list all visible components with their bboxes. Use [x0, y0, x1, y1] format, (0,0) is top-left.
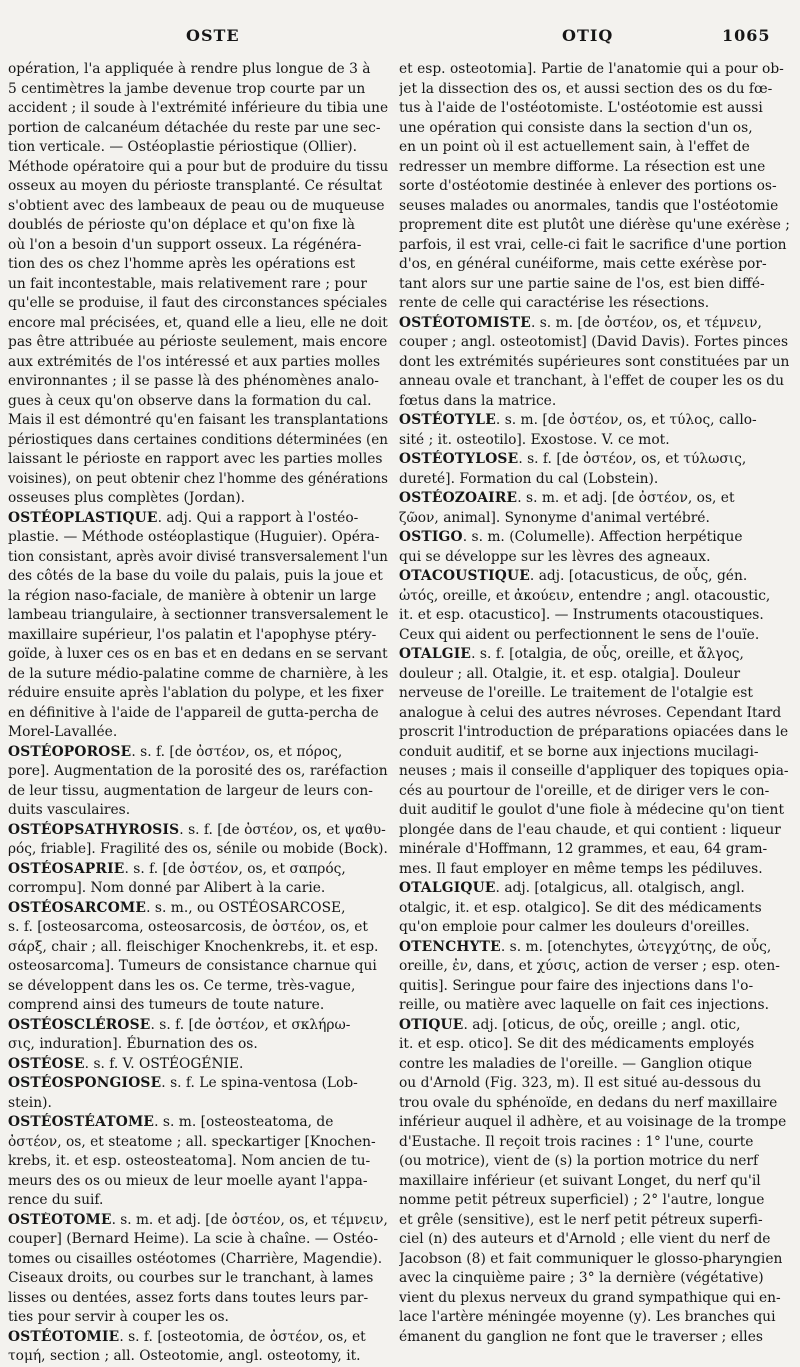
text-line: ρός, friable]. Fragilité des os, sénile ou mobide (Bock). [8, 841, 388, 857]
text-line: et grêle (sensitive), est le nerf petit pétreux superfi- [399, 1211, 763, 1228]
text-line: Méthode opératoire qui a pour but de produire du tissu [8, 158, 389, 175]
text-line: comprend ainsi des tumeurs de toute nature. [8, 997, 325, 1013]
text-line: τομή, section ; all. Osteotomie, angl. osteotomy, it. [8, 1348, 361, 1364]
text-line: OSTÉOTOMIE. s. f. [osteotomia, de ὀστέον, os, et [8, 1328, 366, 1345]
text-line: duits vasculaires. [8, 802, 131, 818]
text-line: qu'elle se produise, il faut des circonstances spéciales [8, 295, 388, 311]
text-line: proprement dite est plutôt une diérèse qu'une exérèse ; [399, 217, 790, 233]
text-line: OSTÉOSARCOME. s. m., ou OSTÉOSARCOSE, [8, 899, 346, 916]
text-line: de leur tissu, augmentation de largeur de leurs con- [8, 782, 373, 799]
text-line: doublés de périoste qu'on déplace et qu'on fixe là [8, 217, 355, 233]
text-line: de la suture médio-palatine comme de charnière, à les [8, 665, 389, 682]
text-line: nomme petit pétreux superficiel) ; 2° l'autre, longue [399, 1192, 765, 1208]
text-line: d'os, en général cunéiforme, mais cette exérèse por- [399, 256, 767, 272]
text-line: gues à ceux qu'on observe dans la formation du cal. [8, 392, 372, 409]
text-line: OSTÉOTYLOSE. s. f. [de ὀστέον, os, et τύλωσις, [399, 451, 747, 467]
text-line: maxillaire inférieur (et suivant Longet, du nerf qu'il [399, 1172, 761, 1189]
text-line: oreille, ἐν, dans, et χύσις, action de verser ; esp. oten- [399, 958, 780, 974]
text-line: ὠτός, oreille, et ἀκούειν, entendre ; angl. otacoustic, [399, 587, 771, 604]
text-line: s. f. [osteosarcoma, osteosarcosis, de ὀστέον, os, et [8, 919, 368, 935]
text-line: OSTÉOSE. s. f. V. OSTÉOGÉNIE. [8, 1055, 244, 1072]
text-line: parfois, il est vrai, celle-ci fait le sacrifice d'une portion [399, 236, 787, 253]
text-line: duit auditif le goulot d'une fiole à médecine qu'on tient [399, 802, 784, 818]
text-line: plongée dans de l'eau chaude, et qui contient : liqueur [399, 821, 781, 838]
running-head-left: OSTE [186, 26, 240, 45]
text-line: encore mal précisées, et, quand elle a lieu, elle ne doit [8, 314, 388, 331]
text-line: lisses ou dentées, assez forts dans toutes leurs par- [8, 1289, 369, 1306]
text-line: cés au pourtour de l'oreille, et de diriger vers le con- [399, 782, 770, 799]
text-line: goïde, à luxer ces os en bas et en dedans en se servant [8, 646, 388, 662]
text-line: neuses ; mais il conseille d'appliquer des topiques opia- [399, 763, 789, 779]
text-line: analogue à celui des autres névroses. Cependant Itard [399, 704, 782, 721]
text-line: OTENCHYTE. s. m. [otenchytes, ὠτεγχύτης, de οὖς, [399, 938, 772, 955]
text-line: OSTÉOTOME. s. m. et adj. [de ὀστέον, os, et τέμνειν, [8, 1211, 388, 1228]
text-line: osseuses plus complètes (Jordan). [8, 490, 246, 506]
text-line: sorte d'ostéotomie destinée à enlever des portions os- [399, 178, 777, 194]
text-line: maxillaire supérieur, l'os palatin et l'apophyse ptéry- [8, 626, 377, 643]
text-line: OSTÉOSTÉATOME. s. m. [osteosteatoma, de [8, 1114, 334, 1130]
text-line: conduit auditif, et se borne aux injections mucilagi- [399, 743, 759, 760]
text-line: OSTÉOPOROSE. s. f. [de ὀστέον, os, et πόρος, [8, 743, 343, 760]
text-line: réduire ensuite après l'ablation du polype, et les fixer [8, 685, 384, 701]
text-line: proscrit l'introduction de préparations opiacées dans le [399, 724, 789, 740]
text-line: en définitive à l'aide de l'appareil de gutta-percha de [8, 704, 379, 721]
text-line: tion consistant, après avoir divisé transversalement l'un [8, 548, 388, 565]
text-line: mes. Il faut employer en même temps les pédiluves. [399, 860, 763, 877]
text-line: lambeau triangulaire, à sectionner transversalement le [8, 607, 389, 623]
text-line: rence du suif. [8, 1192, 104, 1208]
text-line: anneau ovale et tranchant, à l'effet de couper les os du [399, 373, 785, 389]
text-line: s'obtient avec des lambeaux de peau ou de muqueuse [8, 197, 385, 214]
text-line: OTALGIE. s. f. [otalgia, de οὖς, oreille, et ἄλγος, [399, 646, 744, 662]
left-column [8, 60, 388, 1367]
text-line: OSTÉOPLASTIQUE. adj. Qui a rapport à l'ostéo- [8, 509, 359, 526]
text-line: krebs, it. et esp. osteosteatoma]. Nom ancien de tu- [8, 1153, 371, 1169]
text-line: redresser un membre difforme. La résection est une [399, 158, 766, 175]
text-line: ciel (n) des auteurs et d'Arnold ; elle vient du nerf de [399, 1231, 771, 1247]
text-line: it. et esp. otacustico]. — Instruments otacoustiques. [399, 607, 764, 623]
text-line: OSTÉOPSATHYROSIS. s. f. [de ὀστέον, os, et ψαθυ- [8, 821, 386, 838]
text-line: émanent du ganglion ne font que le traverser ; elles [399, 1328, 763, 1345]
text-line: périostiques dans certaines conditions déterminées (en [8, 431, 388, 448]
text-line: OTACOUSTIQUE. adj. [otacusticus, de οὖς, gén. [399, 568, 748, 584]
text-line: aux extrémités de l'os intéressé et aux parties molles [8, 353, 381, 370]
text-line: tant alors sur une partie saine de l'os, est bien diffé- [399, 275, 765, 292]
text-line: OTIQUE. adj. [oticus, de οὖς, oreille ; angl. otic, [399, 1016, 741, 1033]
text-line: accident ; il soude à l'extrémité inférieure du tibia une [8, 100, 389, 116]
right-column [399, 60, 791, 1347]
text-line: couper] (Bernard Heime). La scie à chaîne. — Ostéo- [8, 1231, 378, 1247]
text-line: OSTÉOSCLÉROSE. s. f. [de ὀστέον, et σκλήρω- [8, 1016, 351, 1033]
text-line: (ou motrice), vient de (s) la portion motrice du nerf [399, 1153, 759, 1169]
text-line: des côtés de la base du voile du palais, puis la joue et [8, 568, 383, 584]
text-line: une opération qui consiste dans la section d'un os, [399, 119, 753, 136]
text-line: OSTIGO. s. m. (Columelle). Affection herpétique [399, 529, 743, 545]
page-number: 1065 [722, 26, 771, 45]
text-line: avec la cinquième paire ; 3° la dernière (végétative) [399, 1270, 764, 1286]
text-line: pore]. Augmentation de la porosité des os, raréfaction [8, 763, 388, 779]
text-line: σάρξ, chair ; all. fleischiger Knochenkrebs, it. et esp. [8, 938, 379, 955]
text-line: Jacobson (8) et fait communiquer le glosso-pharyngien [399, 1250, 783, 1267]
text-line: rente de celle qui caractérise les résections. [399, 295, 710, 311]
text-line: tus à l'aide de l'ostéotomiste. L'ostéotomie est aussi [399, 100, 763, 116]
text-line: portion de calcanéum détachée du reste par une sec- [8, 119, 381, 136]
text-line: pas être attribuée au périoste seulement, mais encore [8, 334, 388, 350]
text-line: reille, ou matière avec laquelle on fait ces injections. [399, 997, 769, 1013]
text-line: dureté]. Formation du cal (Lobstein). [399, 470, 659, 487]
text-line: OSTÉOTOMISTE. s. m. [de ὀστέον, os, et τέμνειν, [399, 314, 762, 331]
text-line: OTALGIQUE. adj. [otalgicus, all. otalgisch, angl. [399, 880, 745, 896]
text-line: la région naso-faciale, de manière à obtenir un large [8, 587, 377, 604]
text-line: quitis]. Seringue pour faire des injections dans l'o- [399, 977, 754, 994]
running-head-right: OTIQ [562, 26, 614, 45]
text-line: meurs des os ou mieux de leur moelle ayant l'appa- [8, 1172, 368, 1189]
text-line: un fait incontestable, mais relativement rare ; pour [8, 275, 367, 292]
text-line: où l'on a besoin d'un support osseux. La régénéra- [8, 236, 362, 253]
text-line: opération, l'a appliquée à rendre plus longue de 3 à [8, 61, 371, 77]
text-line: seuses malades ou anormales, tandis que l'ostéotomie [399, 197, 779, 214]
text-line: trou ovale du sphénoïde, en dedans du nerf maxillaire [399, 1094, 778, 1111]
text-line: couper ; angl. osteotomist] (David Davis). Fortes pinces [399, 334, 789, 350]
text-line: sité ; it. osteotilo]. Exostose. V. ce mot. [399, 431, 670, 448]
text-line: vient du plexus nerveux du grand sympathique qui en- [399, 1289, 781, 1306]
text-line: qui se développe sur les lèvres des agneaux. [399, 548, 711, 565]
text-line: douleur ; all. Otalgie, it. et esp. otalgia]. Douleur [399, 665, 741, 682]
text-line: it. et esp. otico]. Se dit des médicaments employés [399, 1036, 755, 1052]
text-line: tomes ou cisailles ostéotomes (Charrière, Magendie). [8, 1250, 383, 1267]
text-line: Morel-Lavallée. [8, 724, 118, 740]
text-line: tion verticale. — Ostéoplastie périostique (Ollier). [8, 139, 358, 155]
text-line: tion des os chez l'homme après les opérations est [8, 256, 356, 272]
text-line: OSTÉOZOAIRE. s. m. et adj. [de ὀστέον, os, et [399, 490, 735, 506]
text-line: plastie. — Méthode ostéoplastique (Huguier). Opéra- [8, 529, 380, 545]
text-line: environnantes ; il se passe là des phénomènes analo- [8, 373, 379, 389]
text-line: Mais il est démontré qu'en faisant les transplantations [8, 412, 389, 428]
text-line: osseux au moyen du périoste transplanté. Ce résultat [8, 178, 383, 194]
text-line: d'Eustache. Il reçoit trois racines : 1° l'une, courte [399, 1133, 754, 1150]
text-line: inférieur auquel il adhère, et au voisinage de la trompe [399, 1114, 787, 1130]
text-line: ou d'Arnold (Fig. 323, m). Il est situé au-dessous du [399, 1075, 762, 1091]
text-line: jet la dissection des os, et aussi section des os du fœ- [399, 80, 773, 97]
text-line: qu'on emploie pour calmer les douleurs d'oreilles. [399, 919, 750, 935]
text-line: OSTÉOTYLE. s. m. [de ὀστέον, os, et τύλος, callo- [399, 412, 757, 428]
text-line: OSTÉOSAPRIE. s. f. [de ὀστέον, os, et σαπρός, [8, 860, 346, 877]
text-line: 5 centimètres la jambe devenue trop courte par un [8, 80, 366, 97]
text-line: nerveuse de l'oreille. Le traitement de l'otalgie est [399, 685, 753, 701]
text-line: et esp. osteotomia]. Partie de l'anatomie qui a pour ob- [399, 61, 784, 77]
text-line: stein). [8, 1094, 52, 1111]
text-line: osteosarcoma]. Tumeurs de consistance charnue qui [8, 958, 377, 974]
text-line: voisines), on peut obtenir chez l'homme des générations [8, 470, 388, 487]
text-line: lace l'artère méningée moyenne (y). Les branches qui [399, 1309, 776, 1325]
text-line: ζῶον, animal]. Synonyme d'animal vertébré. [399, 509, 710, 526]
text-line: corrompu]. Nom donné par Alibert à la carie. [8, 880, 326, 896]
text-line: ties pour servir à couper les os. [8, 1309, 229, 1325]
text-line: minérale d'Hoffmann, 12 grammes, et eau, 64 gram- [399, 841, 768, 857]
text-line: laissant le périoste en rapport avec les parties molles [8, 451, 383, 467]
text-line: contre les maladies de l'oreille. — Ganglion otique [399, 1055, 752, 1072]
text-line: en un point où il est actuellement sain, à l'effet de [399, 139, 750, 155]
text-line: Ceux qui aident ou perfectionnent le sens de l'ouïe. [399, 626, 760, 643]
text-line: se développent dans les os. Ce terme, très-vague, [8, 977, 356, 994]
text-line: OSTÉOSPONGIOSE. s. f. Le spina-ventosa (Lob- [8, 1075, 358, 1091]
text-line: dont les extrémités supérieures sont constituées par un [399, 353, 790, 370]
text-line: fœtus dans la matrice. [399, 392, 557, 409]
text-line: σις, induration]. Éburnation des os. [8, 1036, 258, 1052]
text-line: ὀστέον, os, et steatome ; all. speckartiger [Knochen- [8, 1133, 376, 1150]
text-line: Ciseaux droits, ou courbes sur le tranchant, à lames [8, 1270, 374, 1286]
text-line: otalgic, it. et esp. otalgico]. Se dit des médicaments [399, 899, 762, 916]
